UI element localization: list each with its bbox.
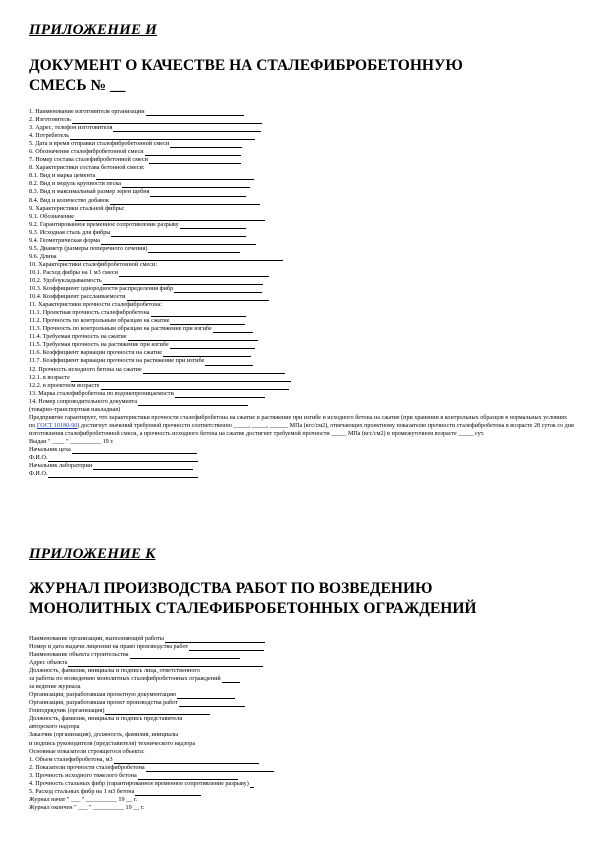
- field-row: 12.1. в возрасте: [29, 374, 574, 382]
- journal-field-row: 2. Показатели прочности сталефибробетона: [29, 764, 574, 772]
- journal-field-row: 1. Объем сталефибробетона, м3: [29, 756, 574, 764]
- journal-field-row: Адрес объекта: [29, 659, 574, 667]
- journal-field-row: Наименование организации, выполняющей работы: [29, 635, 574, 643]
- field-row: 9.4. Геометрическая форма: [29, 237, 574, 245]
- field-row: 9.1. Обозначение: [29, 213, 574, 221]
- field-row: 10.4. Коэффициент расслаиваемости: [29, 293, 574, 301]
- field-row: 9.5. Диаметр (размеры поперечного сечения): [29, 245, 574, 253]
- signature-row: Начальник цеха: [29, 446, 574, 454]
- journal-field-row: Основные показатели строящегося объекта:: [29, 747, 145, 755]
- appendix-i-heading: ПРИЛОЖЕНИЕ И: [29, 22, 157, 38]
- journal-field-row: 3. Прочность исходного тяжелого бетона: [29, 772, 574, 780]
- field-row: 8.3. Вид и максимальный размер зерен щебня: [29, 188, 574, 196]
- field-row: 8.4. Вид и количество добавок: [29, 197, 574, 205]
- appendix-k-title: [29, 579, 574, 619]
- field-row: 7. Номер состава сталефибробетонной смеси: [29, 156, 574, 164]
- appendix-i-title-line2: СМЕСЬ № __: [29, 77, 126, 94]
- journal-field-row: 4. Прочность стальных фибр (гарантированное временное сопротивление разрыву): [29, 780, 574, 788]
- journal-field-row: Должность, фамилия, инициалы и подпись представителя: [29, 715, 183, 723]
- gost-link[interactable]: ГОСТ 10180-90: [36, 422, 78, 429]
- appendix-k-title-line2: МОНОЛИТНЫХ СТАЛЕФИБРОБЕТОННЫХ ОГРАЖДЕНИЙ: [29, 600, 477, 617]
- field-row: 12.2. в проектном возрасте: [29, 382, 574, 390]
- journal-field-row: авторского надзора: [29, 723, 80, 731]
- journal-field-row: Организация, разработавшая проектную документацию: [29, 691, 574, 699]
- journal-end-date: Журнал окончен " ___ " __________ 19 __ г.: [29, 803, 145, 811]
- journal-field-row: 5. Расход стальных фибр на 1 м3 бетона: [29, 788, 574, 796]
- field-row: 11.7. Коэффициент вариации прочности на растяжение при изгибе: [29, 357, 574, 365]
- field-row: 11. Характеристики прочности сталефибробетона:: [29, 301, 163, 309]
- field-row: 11.5. Требуемая прочность на растяжение при изгибе: [29, 341, 574, 349]
- journal-field-row: Генподрядчик (организация): [29, 707, 574, 715]
- appendix-k-fields: [29, 635, 574, 812]
- signature-row: Начальник лаборатории: [29, 462, 574, 470]
- field-row: 6. Обозначение сталефибробетонной смеси: [29, 148, 574, 156]
- journal-field-row: Должность, фамилия, инициалы и подпись лица, ответственного: [29, 667, 200, 675]
- field-row: 3. Адрес, телефон изготовителя: [29, 124, 574, 132]
- issued-date: Выдан " ____ " __________ 19 г.: [29, 437, 114, 445]
- field-row: 11.4. Требуемая прочность на сжатие: [29, 333, 574, 341]
- field-row: 4. Потребитель: [29, 132, 574, 140]
- field-row: 8.1. Вид и марка цемента: [29, 172, 574, 180]
- field-row: 9.3. Исходная сталь для фибры: [29, 229, 574, 237]
- field-row: 12. Прочность исходного бетона на сжатие: [29, 366, 574, 374]
- appendix-i-title-line1: ДОКУМЕНТ О КАЧЕСТВЕ НА СТАЛЕФИБРОБЕТОННУЮ: [29, 57, 463, 74]
- field-row: 9. Характеристики стальной фибры:: [29, 204, 125, 212]
- field-row: 9.2. Гарантированное временное сопротивление разрыву: [29, 221, 574, 229]
- journal-field-row: Наименование объекта строительства: [29, 651, 574, 659]
- journal-field-row: за работы по возведению монолитных сталефибробетонных ограждений: [29, 675, 574, 683]
- fio-row: Ф.И.О.: [29, 470, 574, 478]
- journal-field-row: Организация, разработавшая проект производства работ: [29, 699, 574, 707]
- field-row: 11.6. Коэффициент вариации прочности на сжатие: [29, 349, 574, 357]
- field-row: 2. Изготовитель: [29, 116, 574, 124]
- field-row: 13. Марка сталефибробетона по водонепроницаемости: [29, 390, 574, 398]
- field-row: 11.2. Прочность по контрольным образцам на сжатие: [29, 317, 574, 325]
- appendix-k-title-line1: ЖУРНАЛ ПРОИЗВОДСТВА РАБОТ ПО ВОЗВЕДЕНИЮ: [29, 580, 433, 597]
- journal-start-date: Журнал начат " ___ " __________ 19 __ г.: [29, 795, 138, 803]
- fio-row: Ф.И.О.: [29, 454, 574, 462]
- field-row: 10.2. Удобоукладываемость: [29, 277, 574, 285]
- field-row: 5. Дата и время отправки сталефибробетонной смеси: [29, 140, 574, 148]
- field-row: 1. Наименование изготовителя организации: [29, 108, 574, 116]
- journal-field-row: за ведение журнала: [29, 683, 81, 691]
- appendix-i-title: [29, 56, 574, 96]
- journal-field-row: Заказчик (организация), должность, фамилия, инициалы: [29, 731, 179, 739]
- journal-field-row: и подпись руководителя (представителя) технического надзора: [29, 739, 196, 747]
- field-row: 10.1. Расход фибры на 1 м3 смеси: [29, 269, 574, 277]
- journal-field-row: Номер и дата выдачи лицензии на право производства работ: [29, 643, 574, 651]
- field-row: 9.6. Длина: [29, 253, 574, 261]
- field-row: (товарно-транспортная накладная): [29, 405, 121, 413]
- appendix-k-heading: ПРИЛОЖЕНИЕ К: [29, 546, 156, 562]
- field-row: 8. Характеристики состава бетонной смеси:: [29, 164, 145, 172]
- appendix-i-fields: [29, 108, 574, 478]
- field-row: 8.2. Вид и модуль крупности песка: [29, 180, 574, 188]
- field-row: 10.3. Коэффициент однородности распределения фибр: [29, 285, 574, 293]
- field-row: 11.3. Прочность по контрольным образцам на растяжение при изгибе: [29, 325, 574, 333]
- field-row: 10. Характеристики сталефибробетонной смеси:: [29, 260, 158, 268]
- field-row: 11.1. Проектная прочность сталефибробетона: [29, 309, 574, 317]
- field-row: 14. Номер сопроводительного документа: [29, 398, 574, 406]
- quality-guarantee-note: Предприятие гарантирует, что характеристики прочности сталефибробетона на сжатие и растяжение при изгибе и исходного бетона на сжатие (при хранении в контрольных образцов в нормальных условиях по ГОСТ 10180-90) достигнут значений требуемой прочности соответственно _____, _____, ______ МПа (кгс/см2), отвечающих проектному показателю прочности сталефибробетона в возрасте 28 суток со дня изготовления сталефибробетонной смеси, а прочность исходного бетона на сжатие достигнет требуемой прочности _____ МПа (кгс/см2) в промежуточном возрасте _____ сут.: [29, 414, 574, 437]
